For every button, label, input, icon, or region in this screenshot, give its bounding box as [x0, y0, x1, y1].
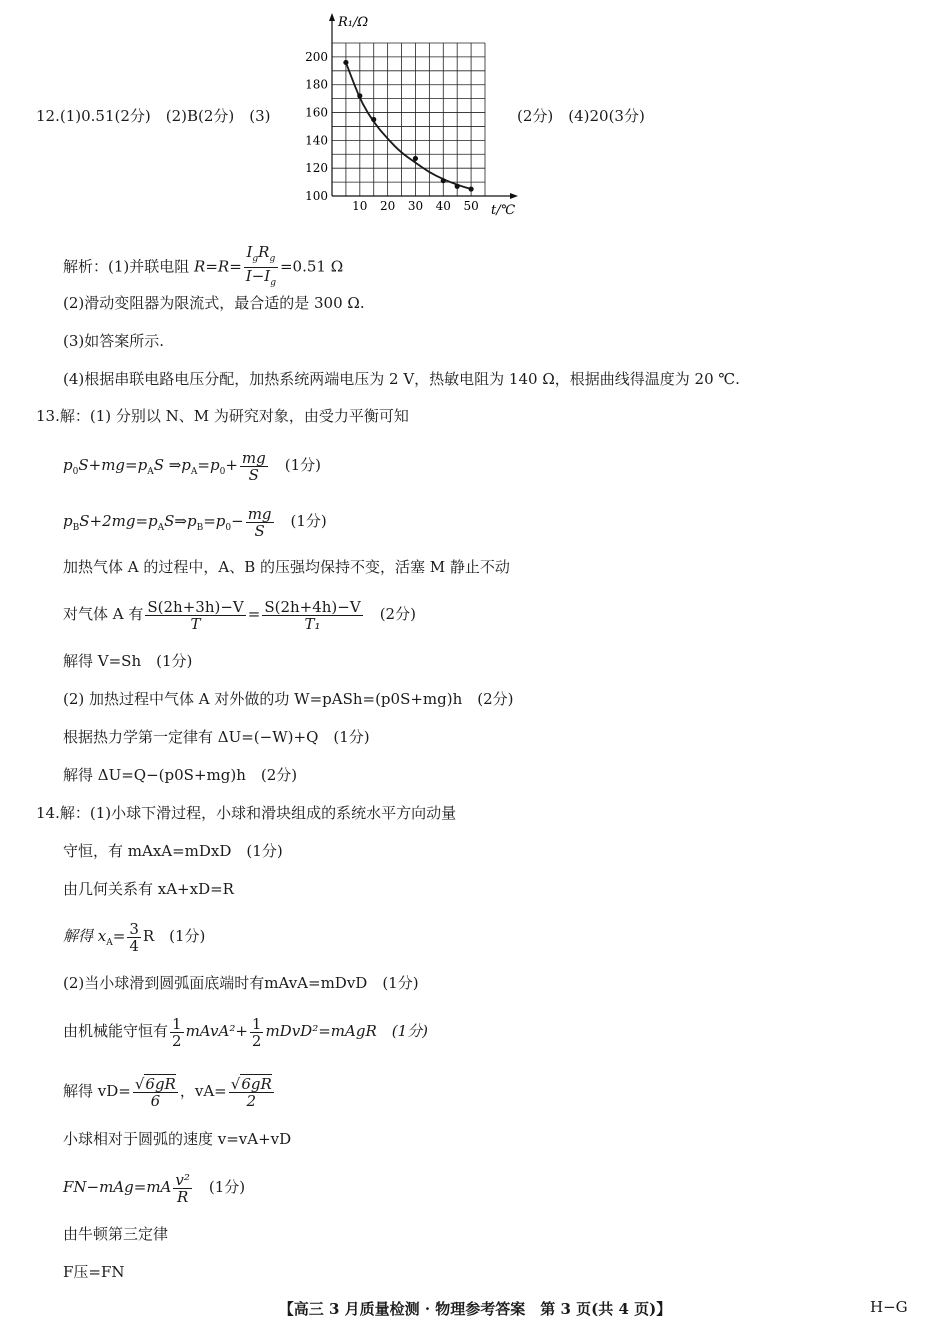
q12-analysis-4: (4)根据串联电路电压分配，加热系统两端电压为 2 V，热敏电阻为 140 Ω，根据曲线得温度为 20 ℃. [63, 370, 740, 388]
q14-head: 14.解：(1)小球下滑过程，小球和滑块组成的系统水平方向动量 [36, 804, 457, 822]
q12-answers-tail: (2分) (4)20(3分) [517, 107, 645, 125]
data-point [357, 93, 362, 98]
series-curve [346, 62, 471, 189]
q12-analysis-1 [63, 244, 343, 291]
q12-a1-r: R=R= [194, 257, 242, 276]
data-point [468, 186, 473, 191]
q12-a1-prefix: 解析：(1)并联电阻 [63, 257, 195, 276]
x-tick-label: 40 [435, 199, 451, 213]
q13-line-7: 根据热力学第一定律有 ΔU=(−W)+Q (1分) [63, 728, 370, 746]
resistance-temperature-chart [300, 8, 525, 220]
data-point [343, 60, 348, 65]
page-footer: 【高三 3 月质量检测 · 物理参考答案 第 3 页(共 4 页)】 [278, 1300, 672, 1318]
chart-grid [332, 43, 485, 196]
chart-axes [329, 13, 518, 199]
y-tick-label: 160 [305, 105, 328, 120]
q13-head: 13.解：(1) 分别以 N、M 为研究对象，由受力平衡可知 [36, 407, 409, 425]
q12-analysis-2: (2)滑动变阻器为限流式，最合适的是 300 Ω. [63, 294, 365, 312]
chart-ticks [305, 50, 479, 213]
y-tick-label: 200 [305, 49, 328, 64]
x-tick-label: 50 [463, 199, 479, 213]
parallel-resistance-fraction: $\frac{I_gR_g}{I-I_g}$ [245, 243, 276, 288]
q13-line-4: 对气体 A 有 $\frac{S(2h+3h)-V}{T}$ = $\frac{S(2h+4h)-V}{\text{T₁}}$ (2分) [63, 597, 416, 633]
q14-line-6: 由机械能守恒有 $\frac{1}{2}$ mAvA²+ $\frac{1}{2}$ mDvD²=mAgR (1分) [63, 1014, 428, 1050]
q13-eq2: $p_BS+2mg=p_AS\Rightarrow p_B=p_0-$ $\frac{mg}{S}$ (1分) [63, 504, 327, 540]
q12-analysis-3: (3)如答案所示. [63, 332, 165, 350]
q12-answers: 12.(1)0.51(2分) (2)B(2分) (3) [36, 107, 271, 125]
q13-line-8: 解得 ΔU=Q−(p0S+mg)h (2分) [63, 766, 298, 784]
q13-line-5: 解得 V=Sh (1分) [63, 652, 193, 670]
q13-line-6: (2) 加热过程中气体 A 对外做的功 W=pASh=(p0S+mg)h (2分) [63, 690, 514, 708]
y-tick-label: 180 [305, 77, 328, 92]
q14-line-7: 解得 vD= $\frac{√6gR}{6}$ ，vA= $\frac{√6gR}{2}$ [63, 1074, 272, 1110]
x-tick-label: 10 [352, 199, 368, 213]
y-tick-label: 100 [305, 189, 328, 203]
q14-line-3: 由几何关系有 xA+xD=R [63, 880, 234, 898]
y-axis-label: R₁/Ω [338, 15, 369, 30]
paper-code: H−G [870, 1298, 908, 1316]
data-point [441, 178, 446, 183]
q14-line-4: 解得 $x_A=$ $\frac{3}{4}$ R (1分) [63, 919, 206, 955]
x-tick-label: 30 [407, 199, 424, 213]
x-axis-label: t/℃ [491, 203, 516, 218]
q14-line-2: 守恒，有 mAxA=mDxD (1分) [63, 842, 283, 860]
q12-a1-suffix: =0.51 Ω [279, 257, 344, 276]
q14-line-10: 由牛顿第三定律 [63, 1225, 169, 1243]
data-point [371, 117, 376, 122]
q13-eq1: $p_0S+mg=p_AS$ $\Rightarrow p_A=p_0+$ $\frac{mg}{S}$ (1分) [63, 448, 321, 484]
q14-line-8: 小球相对于圆弧的速度 v=vA+vD [63, 1130, 292, 1148]
q14-line-5: (2)当小球滑到圆弧面底端时有mAvA=mDvD (1分) [63, 974, 419, 992]
x-tick-label: 20 [379, 199, 396, 213]
data-point [413, 156, 418, 161]
y-axis-arrow [329, 13, 335, 21]
y-tick-label: 140 [305, 133, 328, 148]
q14-line-9: FN−mAg=mA $\frac{\text{v²}}{R}$ (1分) [63, 1170, 246, 1206]
q14-line-11: F压=FN [63, 1263, 125, 1281]
q13-line-3: 加热气体 A 的过程中，A、B 的压强均保持不变，活塞 M 静止不动 [63, 558, 510, 576]
x-axis-arrow [510, 193, 518, 199]
y-tick-label: 120 [305, 161, 328, 176]
series-points [343, 60, 473, 192]
q12-answer-tail [517, 106, 645, 126]
q12-answer-line [36, 106, 271, 126]
data-point [455, 184, 460, 189]
